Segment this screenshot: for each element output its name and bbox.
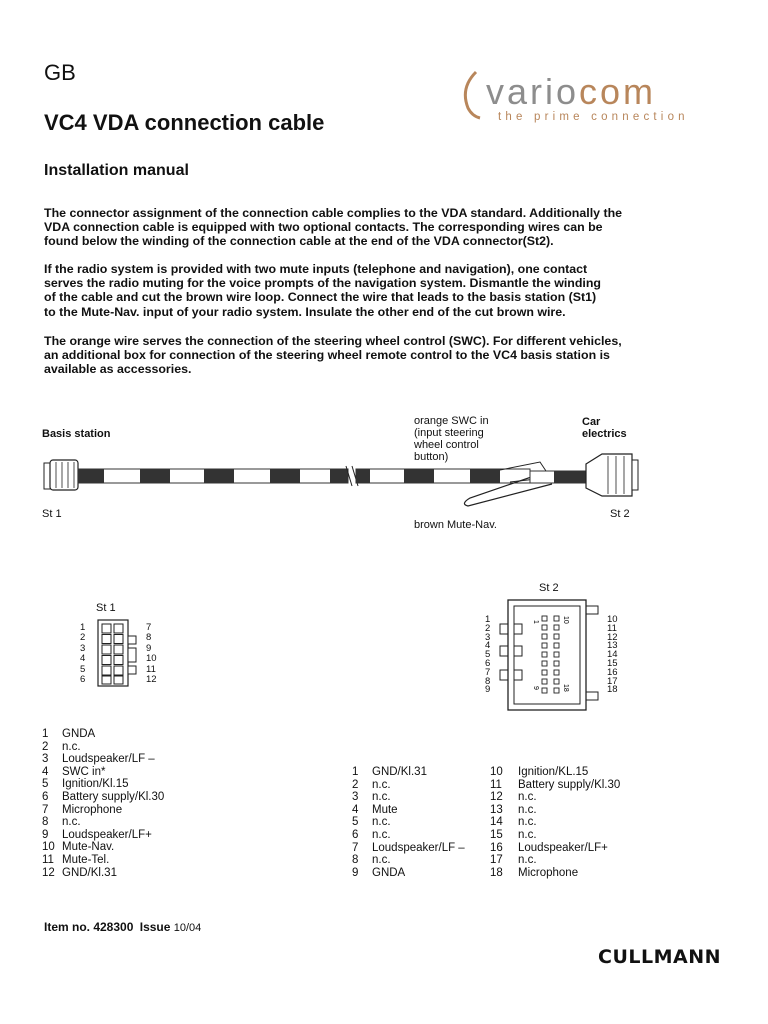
list-item: 10 Ignition/KL.15 xyxy=(490,766,589,778)
st2-cable-label: St 2 xyxy=(610,508,630,520)
logo-part-vario: vario xyxy=(486,71,580,112)
list-item: 12 n.c. xyxy=(490,791,537,804)
st2-plug-shape xyxy=(586,454,638,496)
list-item: 11 Mute-Tel. xyxy=(42,853,110,866)
list-item: 11 Battery supply/Kl.30 xyxy=(490,778,621,791)
logo-part-com: com xyxy=(579,71,657,112)
list-item: 9 GNDA xyxy=(352,866,406,879)
list-item: 18 Microphone xyxy=(490,866,579,879)
list-item: 9 Loudspeaker/LF+ xyxy=(42,828,152,841)
logo-tagline: the prime connection xyxy=(498,111,689,123)
basis-station-label: Basis station xyxy=(42,428,111,440)
svg-text:9: 9 xyxy=(532,686,539,690)
list-item: 14 n.c. xyxy=(490,816,537,829)
list-item: 16 Loudspeaker/LF+ xyxy=(490,841,608,854)
paragraph-1: The connector assignment of the connection cable complies to the VDA standard. Additionally the VDA connection cable is equipped with two optional contacts. The corresponding wires can be found below the winding of the connection cable at the end of the VDA connector(St2). xyxy=(44,206,623,249)
item-number-label: Item no. 428300 xyxy=(44,920,134,934)
st1-connector-title: St 1 xyxy=(96,602,116,614)
st2-pin-list-a xyxy=(352,766,465,879)
variocom-logo xyxy=(462,64,748,126)
st2-connector-shape xyxy=(498,594,606,720)
cullmann-logo: CULLMANN xyxy=(598,946,722,968)
st2-pin-list-b xyxy=(490,766,620,879)
list-item: 7 Microphone xyxy=(42,803,123,816)
list-item: 1 GNDA xyxy=(42,728,96,740)
list-item: 4 Mute xyxy=(352,803,398,816)
list-item: 7 Loudspeaker/LF – xyxy=(352,841,465,854)
page-subtitle: Installation manual xyxy=(44,162,189,179)
st1-right-pin-numbers: 7 8 9 10 11 12 xyxy=(146,622,157,686)
st1-pin-list xyxy=(42,728,164,879)
list-item: 8 n.c. xyxy=(42,816,81,829)
list-item: 1 GND/Kl.31 xyxy=(352,766,427,778)
list-item: 3 Loudspeaker/LF – xyxy=(42,753,155,766)
page-title: VC4 VDA connection cable xyxy=(44,110,325,135)
st1-cable-label: St 1 xyxy=(42,508,62,520)
st2-left-pin-numbers: 1 2 3 4 5 6 7 8 9 xyxy=(485,614,491,696)
list-item: 17 n.c. xyxy=(490,854,537,867)
language-code: GB xyxy=(44,60,76,85)
paragraph-2: If the radio system is provided with two mute inputs (telephone and navigation), one contact serves the radio muting for the voice prompts of the navigation system. Dismantle the winding of the cable and cut the brown wire loop. Connect the wire that leads to the basis station (St1) to the Mute-Nav. input of your radio system. Insulate the other end of the cut brown wire. xyxy=(44,262,601,319)
st1-left-pin-numbers: 1 2 3 4 5 6 xyxy=(80,622,86,686)
cable-diagram xyxy=(40,440,650,520)
car-electrics-label: Car electrics xyxy=(582,416,627,440)
list-item: 10 Mute-Nav. xyxy=(42,841,115,854)
svg-text:18: 18 xyxy=(562,684,569,692)
list-item: 3 n.c. xyxy=(352,791,391,804)
st1-connector-shape xyxy=(96,618,144,690)
svg-text:1: 1 xyxy=(532,620,539,624)
issue-value: 10/04 xyxy=(173,922,202,934)
orange-swc-label: orange SWC in (input steering wheel control button) xyxy=(414,415,489,463)
list-item: 13 n.c. xyxy=(490,803,537,816)
issue-label: Issue xyxy=(139,920,171,934)
st1-plug-shape xyxy=(44,460,78,490)
brown-mute-nav-label: brown Mute-Nav. xyxy=(414,519,497,531)
list-item: 6 Battery supply/Kl.30 xyxy=(42,790,165,803)
list-item: 4 SWC in* xyxy=(42,765,106,778)
list-item: 15 n.c. xyxy=(490,828,537,841)
st2-connector-title: St 2 xyxy=(539,582,559,594)
list-item: 12 GND/Kl.31 xyxy=(42,866,117,879)
list-item: 5 n.c. xyxy=(352,816,391,829)
list-item: 8 n.c. xyxy=(352,854,391,867)
svg-text:variocom xyxy=(486,71,656,112)
list-item: 5 Ignition/Kl.15 xyxy=(42,778,129,791)
item-number xyxy=(44,920,201,934)
list-item: 2 n.c. xyxy=(352,778,391,791)
svg-text:10: 10 xyxy=(562,616,569,624)
st2-right-pin-numbers: 10 11 12 13 14 15 16 17 18 xyxy=(607,614,618,696)
list-item: 6 n.c. xyxy=(352,828,391,841)
list-item: 2 n.c. xyxy=(42,740,81,753)
paragraph-3: The orange wire serves the connection of the steering wheel control (SWC). For different vehicles, an additional box for connection of the steering wheel remote control to the VC4 basis station is available as accessories. xyxy=(44,334,622,377)
